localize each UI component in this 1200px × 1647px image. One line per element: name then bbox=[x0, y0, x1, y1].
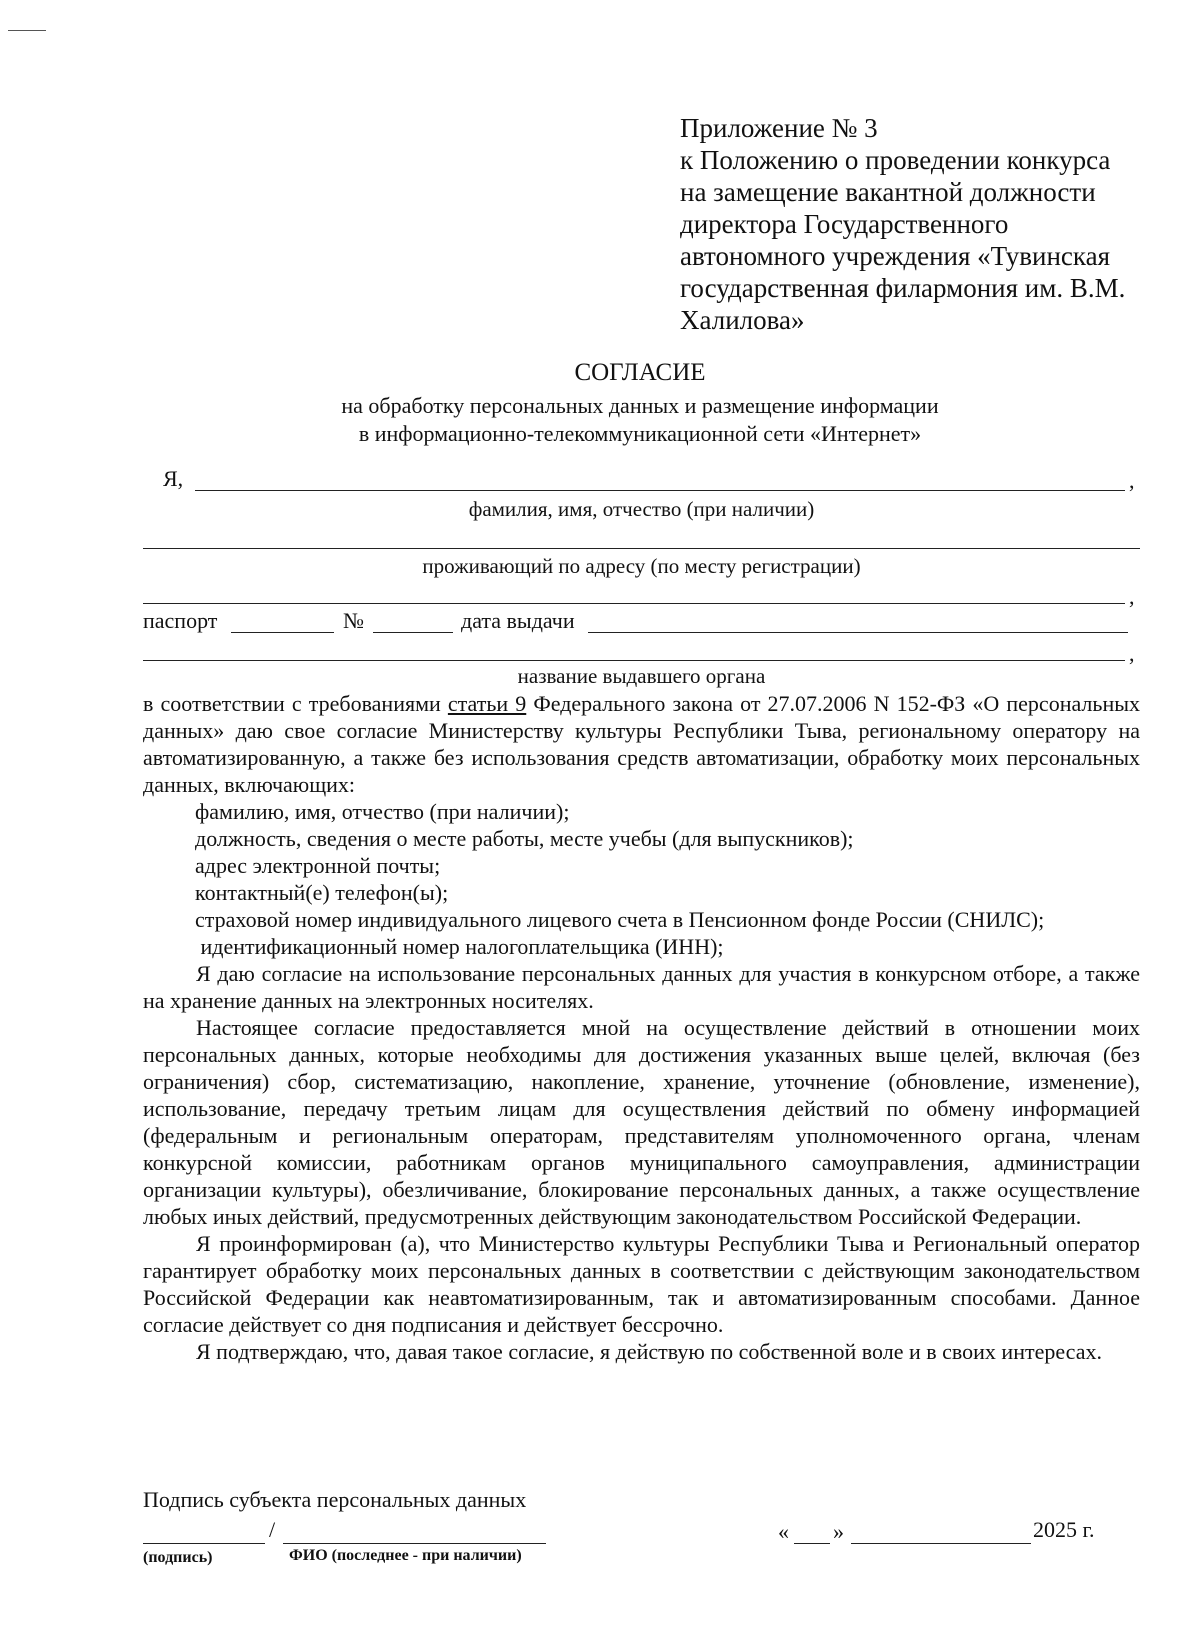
date-year: 2025 г. bbox=[1033, 1517, 1095, 1542]
scan-mark bbox=[8, 30, 46, 31]
address-field-2[interactable] bbox=[143, 603, 1125, 604]
number-label: № bbox=[343, 608, 364, 633]
appendix-line: автономного учреждения «Тувинская bbox=[680, 241, 1111, 271]
i-label: Я, bbox=[163, 466, 184, 491]
issue-date-field[interactable] bbox=[588, 632, 1128, 633]
passport-row bbox=[143, 608, 1140, 636]
slash: / bbox=[269, 1517, 276, 1542]
fio-field[interactable] bbox=[283, 1543, 546, 1544]
consent-paragraph: Я даю согласие на использование персональных данных для участия в конкурсном отборе, а также на хранение данных на электронных носителях. bbox=[143, 961, 1140, 1013]
passport-number-field[interactable] bbox=[373, 632, 453, 633]
date-close-quote: » bbox=[833, 1519, 844, 1544]
name-row bbox=[143, 466, 1140, 494]
consent-paragraph: Я подтверждаю, что, давая такое согласие, я действую по собственной воле и в своих интересах. bbox=[196, 1339, 1102, 1364]
appendix-line: Халилова» bbox=[680, 305, 805, 335]
name-caption: фамилия, имя, отчество (при наличии) bbox=[468, 497, 815, 521]
data-list-item: страховой номер индивидуального лицевого счета в Пенсионном фонде России (СНИЛС); bbox=[195, 907, 1045, 932]
comma: , bbox=[1129, 468, 1135, 493]
fio-caption: ФИО (последнее - при наличии) bbox=[289, 1547, 522, 1564]
document-subtitle bbox=[140, 392, 1140, 448]
signature-field[interactable] bbox=[143, 1543, 265, 1544]
appendix-line: на замещение вакантной должности bbox=[680, 177, 1096, 207]
address-field-1[interactable] bbox=[143, 548, 1140, 549]
consent-body bbox=[143, 690, 1140, 1365]
date-open-quote: « bbox=[778, 1519, 789, 1544]
appendix-line: к Положению о проведении конкурса bbox=[680, 145, 1111, 175]
date-day-field[interactable] bbox=[794, 1543, 830, 1544]
appendix-line: государственная филармония им. В.М. bbox=[680, 273, 1126, 303]
data-list-item: контактный(е) телефон(ы); bbox=[195, 880, 449, 905]
consent-paragraph: Я проинформирован (а), что Министерство культуры Республики Тыва и Региональный оператор гарантирует обработку моих персональных данных в соответствии с действующим законодательством Российской Федерации как неавтоматизированным, так и автоматизированным способами. Данное согласие действует со дня подписания и действует бессрочно. bbox=[143, 1231, 1140, 1337]
document-title: СОГЛАСИЕ bbox=[574, 359, 706, 386]
law-article-link[interactable]: статьи 9 bbox=[447, 691, 527, 716]
date-month-field[interactable] bbox=[851, 1543, 1031, 1544]
intro-paragraph bbox=[143, 690, 1140, 798]
subtitle-line: в информационно-телекоммуникационной сети «Интернет» bbox=[358, 421, 922, 446]
passport-label: паспорт bbox=[143, 608, 218, 633]
appendix-line: Приложение № 3 bbox=[680, 113, 878, 143]
comma: , bbox=[1129, 584, 1135, 609]
subtitle-line: на обработку персональных данных и размещение информации bbox=[341, 393, 939, 418]
address-caption: проживающий по адресу (по месту регистрации) bbox=[422, 554, 861, 578]
data-list-item: идентификационный номер налогоплательщика (ИНН); bbox=[195, 934, 724, 959]
issuer-caption: название выдавшего органа bbox=[517, 664, 766, 688]
appendix-header bbox=[680, 112, 1160, 336]
passport-series-field[interactable] bbox=[231, 632, 334, 633]
sign-caption: (подпись) bbox=[143, 1549, 213, 1566]
signature-label: Подпись субъекта персональных данных bbox=[143, 1487, 527, 1512]
appendix-line: директора Государственного bbox=[680, 209, 1009, 239]
intro-text: Федерального закона от 27.07.2006 N 152-ФЗ «О персональных данных» даю свое согласие Министерству культуры Республики Тыва, региональному оператору на автоматизированную, а также без использования средств автоматизации, обработку моих персональных данных, включающих: bbox=[143, 691, 1140, 797]
data-list-item: должность, сведения о месте работы, месте учебы (для выпускников); bbox=[195, 826, 854, 851]
comma: , bbox=[1129, 641, 1135, 666]
data-list-item: адрес электронной почты; bbox=[195, 853, 441, 878]
consent-paragraph: Настоящее согласие предоставляется мной на осуществление действий в отношении моих персональных данных, которые необходимы для достижения указанных выше целей, включая (без ограничения) сбор, систематизацию, накопление, хранение, уточнение (обновление, изменение), использование, передачу третьим лицам для осуществления действий по обмену информацией (федеральным и региональным операторам, представителям уполномоченного органа, членам конкурсной комиссии, работникам органов муниципального самоуправления, администрации организации культуры), обезличивание, блокирование персональных данных, а также осуществление любых иных действий, предусмотренных действующим законодательством Российской Федерации. bbox=[143, 1015, 1140, 1229]
intro-text: в соответствии с требованиями bbox=[143, 691, 448, 716]
issue-date-label: дата выдачи bbox=[461, 608, 575, 633]
data-list-item: фамилию, имя, отчество (при наличии); bbox=[195, 799, 570, 824]
issuer-field[interactable] bbox=[143, 660, 1125, 661]
full-name-field[interactable] bbox=[195, 490, 1125, 491]
